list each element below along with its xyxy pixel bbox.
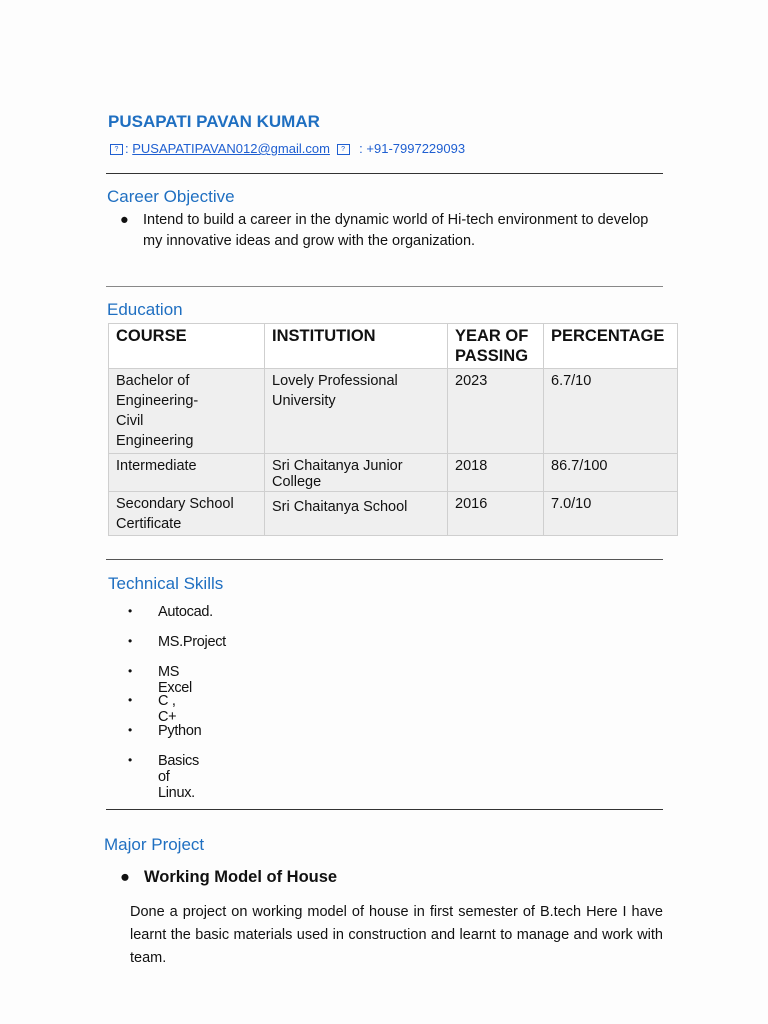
cell-year: 2016 xyxy=(448,492,544,536)
bullet-icon: • xyxy=(128,633,132,648)
skill-label: Autocad. xyxy=(158,604,213,620)
bullet-icon: • xyxy=(128,693,132,708)
bullet-icon: • xyxy=(128,723,132,738)
cell-institution: Sri Chaitanya Junior College xyxy=(265,454,448,492)
divider xyxy=(106,286,663,287)
skill-label: C , C+ xyxy=(158,693,177,726)
skill-label: Basics of Linux. xyxy=(158,752,199,801)
career-objective-text: Intend to build a career in the dynamic world of Hi-tech environment to develop my innovative ideas and grow with the organization. xyxy=(143,212,649,249)
phone-number: : +91-7997229093 xyxy=(359,141,466,156)
cell-percentage: 7.0/10 xyxy=(544,492,678,536)
bullet-icon: • xyxy=(128,663,132,678)
career-objective-heading: Career Objective xyxy=(107,187,235,206)
candidate-name: PUSAPATI PAVAN KUMAR xyxy=(108,112,320,131)
email-prefix: : xyxy=(125,141,129,156)
project-item xyxy=(120,868,337,887)
cell-institution: Sri Chaitanya School xyxy=(265,492,448,536)
project-description: Done a project on working model of house in first semester of B.tech Here I have learnt the basic materials used in construction and learnt to manage and work with team. xyxy=(130,904,663,966)
education-table xyxy=(108,323,678,536)
divider xyxy=(106,809,663,810)
contact-line xyxy=(110,141,465,156)
skill-label: MS Excel xyxy=(158,663,192,696)
divider xyxy=(106,173,663,174)
column-header: INSTITUTION xyxy=(265,324,448,369)
column-header: PERCENTAGE xyxy=(544,324,678,369)
email-link[interactable]: PUSAPATIPAVAN012@gmail.com xyxy=(132,141,330,156)
table-header-row xyxy=(109,324,678,369)
bullet-icon: ● xyxy=(120,212,129,228)
cell-course: Bachelor of Engineering- Civil Engineering xyxy=(109,369,265,454)
bullet-icon: ● xyxy=(120,868,130,886)
phone-icon: ? xyxy=(337,144,350,155)
table-row xyxy=(109,492,678,536)
cell-course: Intermediate xyxy=(109,454,265,492)
cell-year: 2018 xyxy=(448,454,544,492)
email-icon: ? xyxy=(110,144,123,155)
education-heading: Education xyxy=(107,300,183,319)
skill-label: Python xyxy=(158,723,202,740)
bullet-icon: • xyxy=(128,604,132,618)
column-header: COURSE xyxy=(109,324,265,369)
cell-year: 2023 xyxy=(448,369,544,454)
divider xyxy=(106,559,663,560)
career-objective-item xyxy=(120,210,660,252)
table-row xyxy=(109,454,678,492)
table-row xyxy=(109,369,678,454)
cell-institution: Lovely Professional University xyxy=(265,369,448,454)
project-title: Working Model of House xyxy=(143,868,338,886)
skill-label: MS.Project xyxy=(158,633,226,650)
technical-skills-heading: Technical Skills xyxy=(108,574,224,593)
major-project-heading: Major Project xyxy=(104,835,205,854)
cell-percentage: 6.7/10 xyxy=(544,369,678,454)
cell-course: Secondary School Certificate xyxy=(109,492,265,536)
bullet-icon: • xyxy=(128,752,132,767)
cell-percentage: 86.7/100 xyxy=(544,454,678,492)
column-header: YEAR OF PASSING xyxy=(448,324,544,369)
